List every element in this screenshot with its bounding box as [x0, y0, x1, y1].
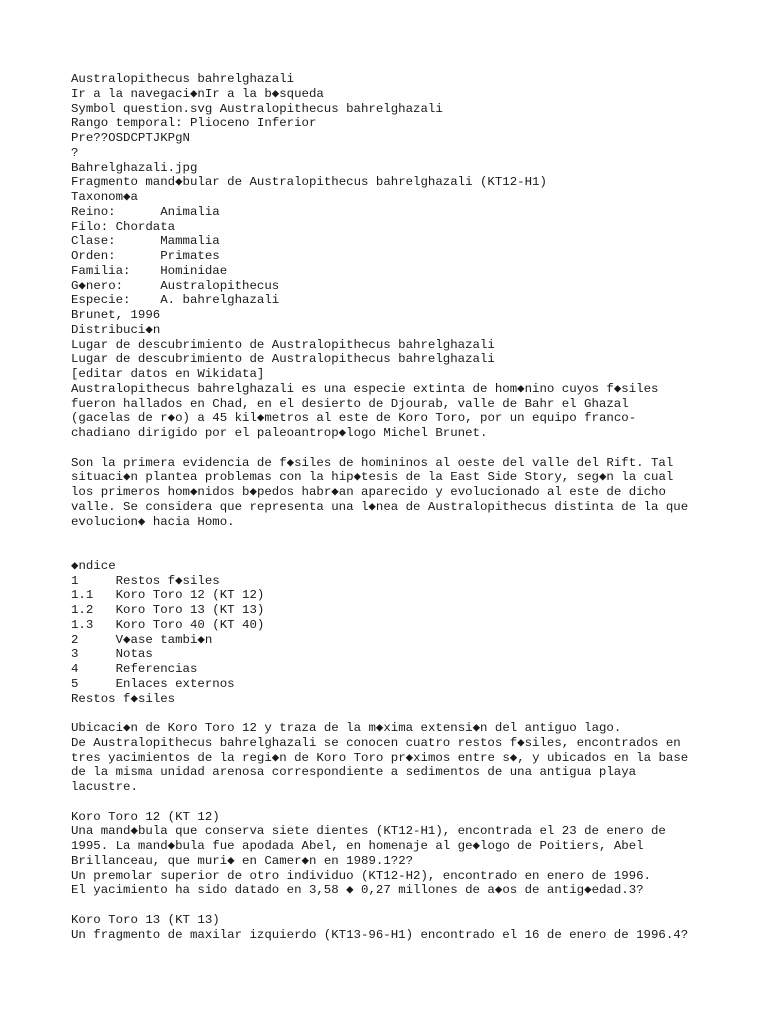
toc-item[interactable]: 2 V◆ase tambi◆n [71, 632, 213, 647]
section-heading: Restos f◆siles [71, 691, 176, 706]
spacer [71, 441, 761, 456]
taxonomy-row: Reino: Animalia [71, 204, 220, 219]
map-caption: Ubicaci◆n de Koro Toro 12 y traza de la m◆xima extensi◆n del antiguo lago. [71, 721, 622, 735]
spacer [71, 795, 761, 810]
paragraph-line: Brillanceau, que muri◆ en Camer◆n en 1989.1?2? [71, 853, 414, 868]
intro-paragraph [71, 382, 761, 441]
toc-item[interactable]: 4 Referencias [71, 662, 198, 676]
kt12-section [71, 810, 761, 899]
fossil-remains-paragraph [71, 721, 761, 795]
paragraph-line: lacustre. [71, 780, 138, 794]
document-body [71, 72, 761, 942]
toc-heading: ◆ndice [71, 558, 116, 573]
paragraph-line: valle. Se considera que representa una l◆nea de Australopithecus distinta de la que [71, 499, 689, 514]
paragraph-line: los primeros hom◆nidos b◆pedos habr◆an aparecido y evolucionado al este de dicho [71, 485, 666, 499]
document-header [71, 72, 761, 205]
paragraph-line: Un fragmento de maxilar izquierdo (KT13-96-H1) encontrado el 16 de enero de 1996.4? [71, 927, 689, 942]
temporal-range: Rango temporal: Plioceno Inferior [71, 116, 317, 131]
paragraph-line: evolucion◆ hacia Homo. [71, 514, 235, 529]
paragraph-line: De Australopithecus bahrelghazali se conocen cuatro restos f◆siles, encontrados en [71, 735, 681, 750]
symbol-caption: Symbol question.svg Australopithecus bahrelghazali [71, 101, 443, 116]
toc-item[interactable]: 1.3 Koro Toro 40 (KT 40) [71, 617, 265, 632]
toc-item[interactable]: 3 Notas [71, 647, 153, 662]
paragraph-line: Australopithecus bahrelghazali es una especie extinta de hom◆nino cuyos f◆siles [71, 381, 659, 396]
taxonomy-row: Orden: Primates [71, 249, 220, 263]
toc-item[interactable]: 1.2 Koro Toro 13 (KT 13) [71, 603, 265, 617]
toc-item[interactable]: 1 Restos f◆siles [71, 573, 220, 588]
taxonomy-heading: Taxonom◆a [71, 190, 138, 204]
paragraph-line: (gacelas de r◆o) a 45 kil◆metros al este de Koro Toro, por un equipo franco- [71, 411, 637, 426]
spacer [71, 706, 761, 721]
paragraph-line: de la misma unidad arenosa correspondiente a sedimentos de una antigua playa [71, 765, 637, 780]
infobox-footer [71, 308, 761, 382]
paragraph-line: fueron hallados en Chad, en el desierto de Djourab, valle de Bahr el Ghazal [71, 396, 629, 411]
distribution-heading: Distribuci◆n [71, 322, 161, 337]
taxonomy-table [71, 205, 761, 308]
paragraph-line: situaci◆n plantea problemas con la hip◆tesis de la East Side Story, seg◆n la cual [71, 470, 674, 485]
paragraph-line: Son la primera evidencia de f◆siles de homininos al oeste del valle del Rift. Tal [71, 455, 674, 470]
taxonomy-row: Especie: A. bahrelghazali [71, 293, 280, 308]
taxonomy-row: G◆nero: Australopithecus [71, 278, 280, 293]
paragraph-line: chadiano dirigido por el paleoantrop◆logo Michel Brunet. [71, 426, 488, 440]
page-title: Australopithecus bahrelghazali [71, 72, 295, 86]
edit-wikidata-link[interactable]: [editar datos en Wikidata] [71, 367, 265, 381]
spacer [71, 898, 761, 913]
paragraph-line: Un premolar superior de otro individuo (KT12-H2), encontrado en enero de 1996. [71, 868, 651, 883]
paragraph-line: El yacimiento ha sido datado en 3,58 ◆ 0,27 millones de a◆os de antig◆edad.3? [71, 883, 644, 898]
image-caption: Fragmento mand◆bular de Australopithecus bahrelghazali (KT12-H1) [71, 175, 547, 190]
paragraph-line: 1995. La mand◆bula fue apodada Abel, en homenaje al ge◆logo de Poitiers, Abel [71, 839, 644, 853]
spacer [71, 529, 761, 544]
question-mark: ? [71, 145, 79, 160]
toc-item[interactable]: 5 Enlaces externos [71, 676, 235, 691]
discovery-map-caption: Lugar de descubrimiento de Australopithecus bahrelghazali [71, 352, 495, 367]
taxonomy-row: Filo: Chordata [71, 219, 176, 234]
toc-item[interactable]: 1.1 Koro Toro 12 (KT 12) [71, 588, 265, 603]
taxonomy-row: Clase: Mammalia [71, 234, 220, 249]
kt13-section [71, 913, 761, 943]
second-paragraph [71, 456, 761, 530]
navigation-links[interactable]: Ir a la navegaci◆nIr a la b◆squeda [71, 86, 324, 101]
paragraph-line: Una mand◆bula que conserva siete dientes (KT12-H1), encontrada el 23 de enero de [71, 824, 666, 839]
encoded-text: Pre??OSDCPTJKPgN [71, 131, 190, 145]
table-of-contents [71, 559, 761, 707]
taxonomy-row: Familia: Hominidae [71, 263, 228, 278]
paragraph-line: tres yacimientos de la regi◆n de Koro Toro pr◆ximos entre s◆, y ubicados en la base [71, 750, 689, 765]
subsection-heading: Koro Toro 12 (KT 12) [71, 809, 220, 824]
subsection-heading: Koro Toro 13 (KT 13) [71, 912, 220, 927]
spacer [71, 544, 761, 559]
authority: Brunet, 1996 [71, 308, 161, 322]
discovery-map-caption: Lugar de descubrimiento de Australopithecus bahrelghazali [71, 337, 495, 352]
image-filename[interactable]: Bahrelghazali.jpg [71, 160, 198, 175]
